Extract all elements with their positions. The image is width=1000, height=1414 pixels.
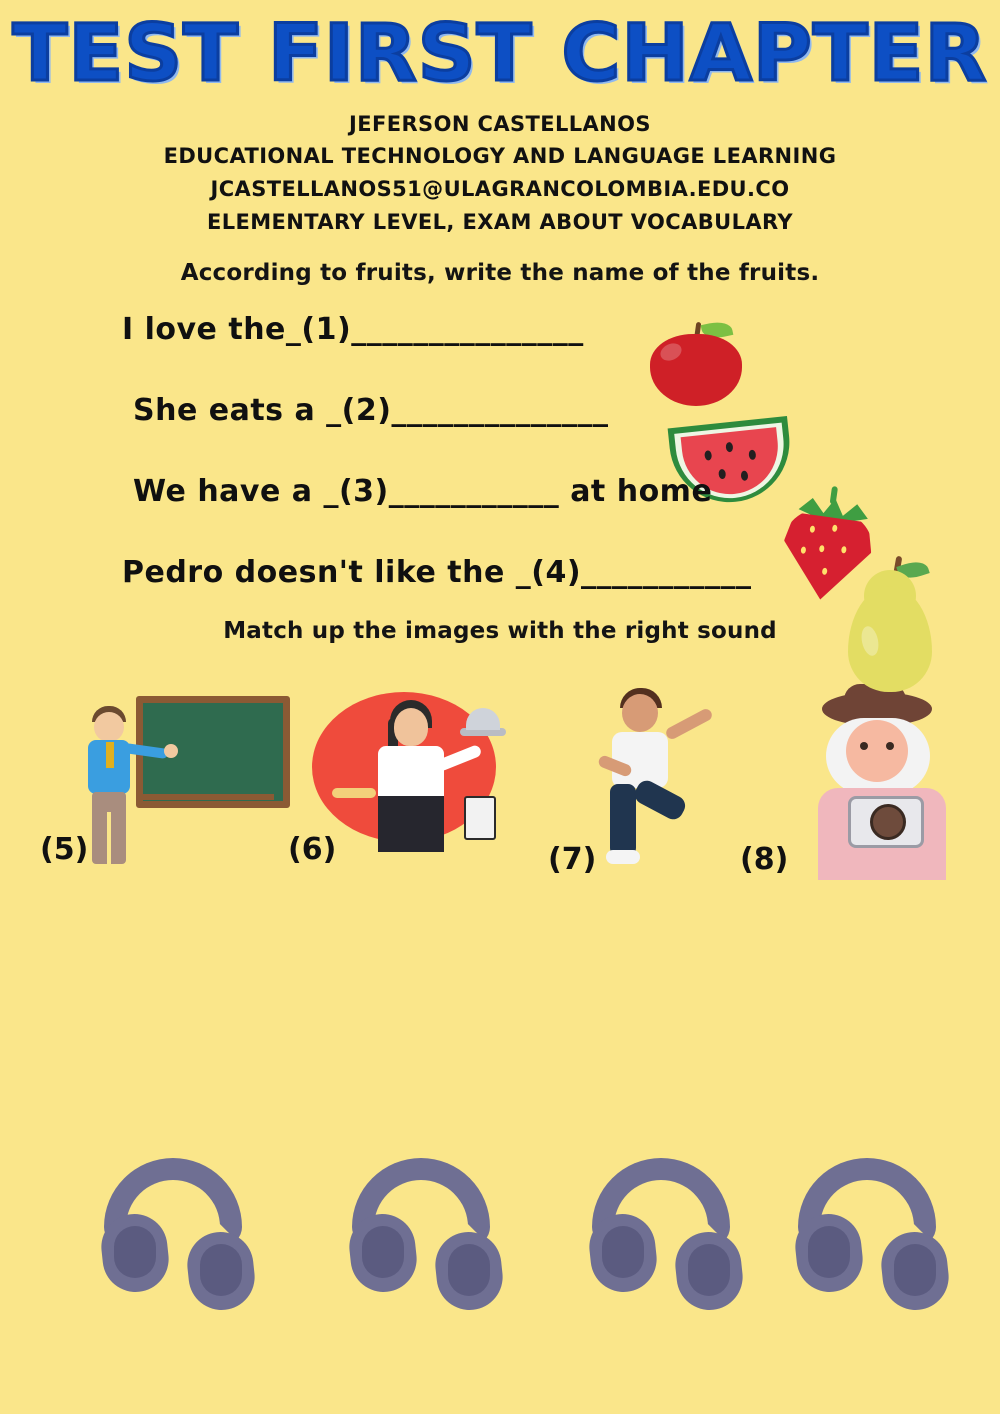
sentence-2[interactable]: She eats a _(2)______________ [133, 393, 609, 429]
match-label-7: (7) [548, 842, 597, 878]
audio-slots-row [0, 1150, 1000, 1330]
match-images-row [0, 684, 1000, 894]
sentence-4[interactable]: Pedro doesn't like the _(4)___________ [122, 555, 752, 591]
headphones-icon-1[interactable] [96, 1150, 256, 1300]
sentence-1[interactable]: I love the_(1)_______________ [122, 312, 584, 348]
exam-level: ELEMENTARY LEVEL, EXAM ABOUT VOCABULARY [206, 209, 794, 234]
teacher-at-blackboard-image[interactable] [78, 684, 258, 874]
author-name: JEFERSON CASTELLANOS [349, 111, 651, 136]
header-block [0, 108, 1000, 238]
headphones-icon-4[interactable] [790, 1150, 950, 1300]
waitress-with-tray-image[interactable] [312, 684, 512, 874]
instruction-match: Match up the images with the right sound [223, 618, 777, 645]
course-name: EDUCATIONAL TECHNOLOGY AND LANGUAGE LEARNING [163, 144, 837, 169]
match-label-8: (8) [740, 842, 789, 878]
author-email: JCASTELLANOS51@ULAGRANCOLOMBIA.EDU.CO [210, 176, 790, 201]
sentence-3[interactable]: We have a _(3)___________ at home [133, 474, 713, 510]
headphones-icon-2[interactable] [344, 1150, 504, 1300]
match-label-6: (6) [288, 832, 337, 868]
dancing-boy-image[interactable] [580, 688, 740, 878]
photographer-with-camera-image[interactable] [782, 684, 982, 884]
instruction-fruits: According to fruits, write the name of the fruits. [180, 260, 820, 287]
match-label-5: (5) [40, 832, 89, 868]
fill-in-sentences [0, 312, 1000, 590]
headphones-icon-3[interactable] [584, 1150, 744, 1300]
page-title: TEST FIRST CHAPTER [12, 9, 988, 99]
